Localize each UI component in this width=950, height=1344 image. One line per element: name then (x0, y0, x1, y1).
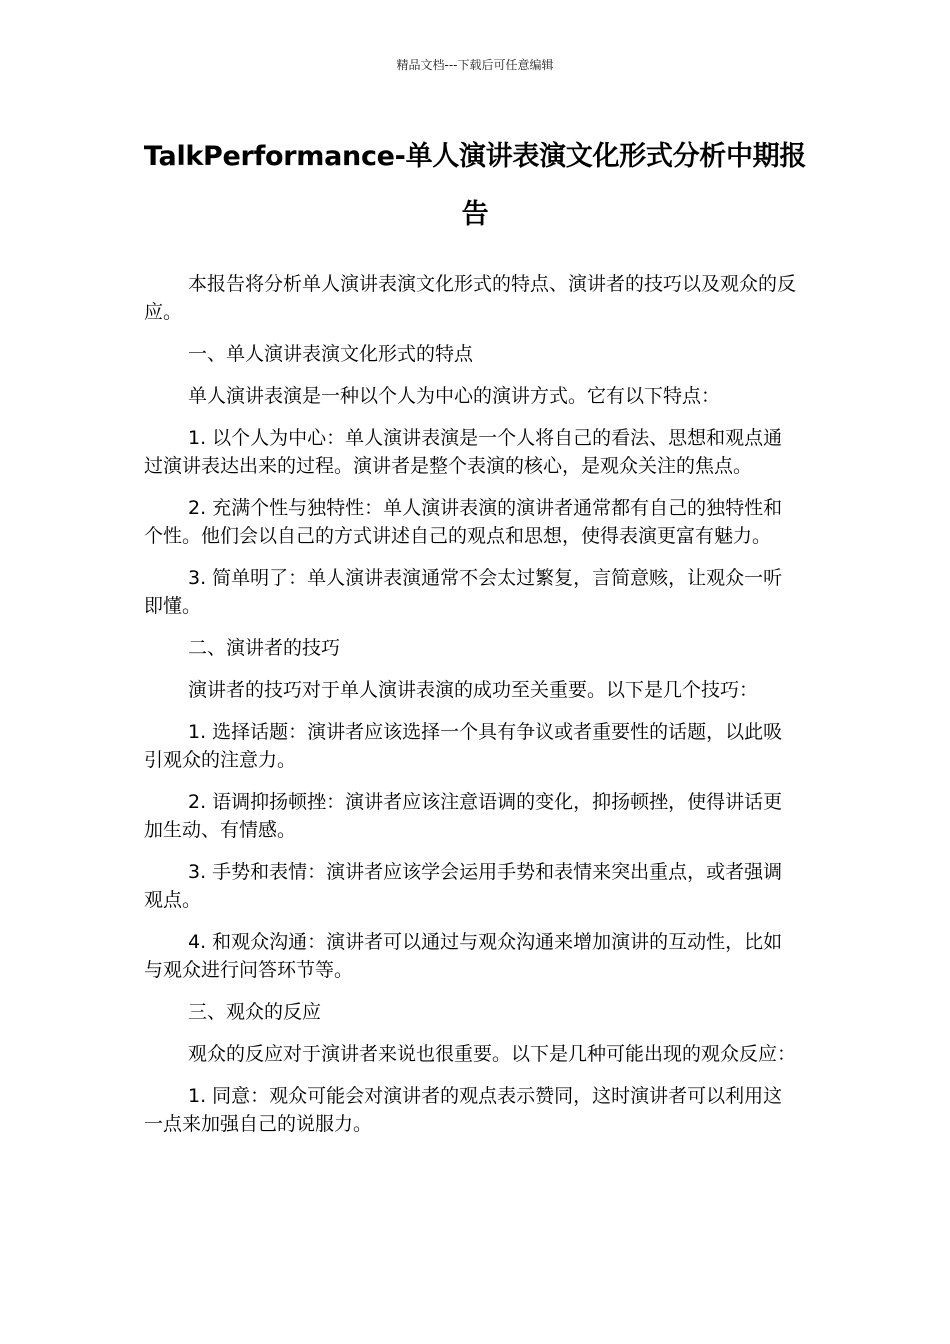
header-note: 精品文档---下载后可任意编辑 (396, 58, 554, 72)
section-heading-2: 二、演讲者的技巧 (188, 637, 341, 659)
section-2-item-2: 2. 语调抑扬顿挫：演讲者应该注意语调的变化，抑扬顿挫，使得讲话更加生动、有情感。 (144, 791, 783, 841)
section-heading-3: 三、观众的反应 (188, 1001, 322, 1023)
section-1-item-1: 1. 以个人为中心：单人演讲表演是一个人将自己的看法、思想和观点通过演讲表达出来的过程。演讲者是整个表演的核心，是观众关注的焦点。 (144, 427, 783, 477)
section-1-item-3: 3. 简单明了：单人演讲表演通常不会太过繁复，言简意赅，让观众一听即懂。 (144, 567, 783, 617)
document-body (144, 270, 800, 1152)
document-title: TalkPerformance-单人演讲表演文化形式分析中期报告 (143, 141, 807, 230)
section-heading-1: 一、单人演讲表演文化形式的特点 (188, 343, 474, 365)
intro-paragraph: 本报告将分析单人演讲表演文化形式的特点、演讲者的技巧以及观众的反应。 (144, 273, 797, 323)
section-2-item-3: 3. 手势和表情：演讲者应该学会运用手势和表情来突出重点，或者强调观点。 (144, 861, 783, 911)
section-1-intro: 单人演讲表演是一种以个人为中心的演讲方式。它有以下特点： (188, 385, 721, 407)
section-3-item-1: 1. 同意：观众可能会对演讲者的观点表示赞同，这时演讲者可以利用这一点来加强自己的说服力。 (144, 1085, 783, 1135)
section-3-intro: 观众的反应对于演讲者来说也很重要。以下是几种可能出现的观众反应： (188, 1043, 797, 1065)
section-2-intro: 演讲者的技巧对于单人演讲表演的成功至关重要。以下是几个技巧： (188, 679, 759, 701)
section-2-item-1: 1. 选择话题：演讲者应该选择一个具有争议或者重要性的话题，以此吸引观众的注意力。 (144, 721, 783, 771)
section-1-item-2: 2. 充满个性与独特性：单人演讲表演的演讲者通常都有自己的独特性和个性。他们会以自己的方式讲述自己的观点和思想，使得表演更富有魅力。 (144, 497, 783, 547)
section-2-item-4: 4. 和观众沟通：演讲者可以通过与观众沟通来增加演讲的互动性，比如与观众进行问答环节等。 (144, 931, 783, 981)
